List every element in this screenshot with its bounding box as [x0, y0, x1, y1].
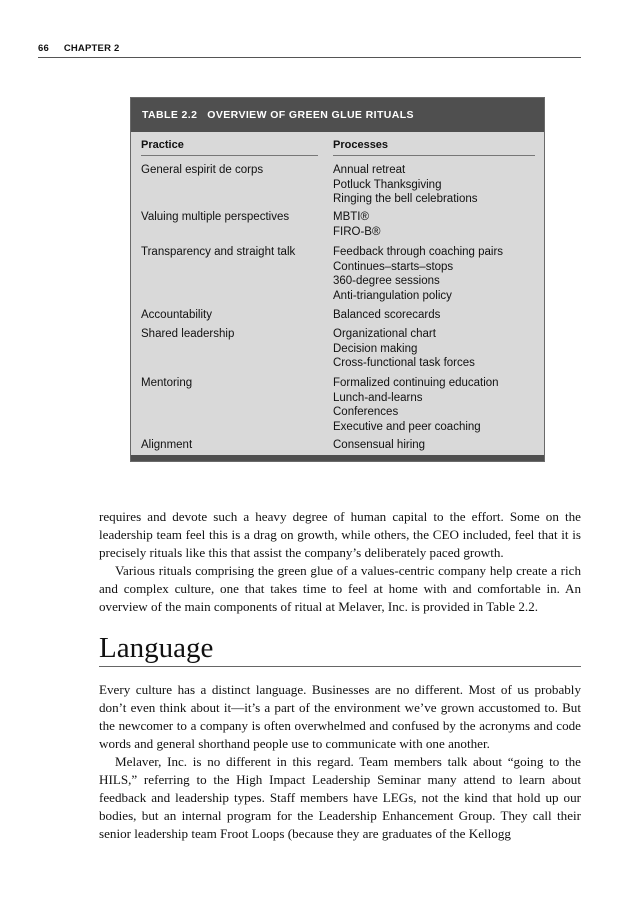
- paragraph: Every culture has a distinct language. Businesses are no different. Most of us probably don’t even think about it—it’s a part of the environment we’ve grown accustomed to. But the newcomer to a company is often overwhelmed and confused by the acronyms and code words and general shorthand people use to communicate with one another.: [99, 682, 581, 751]
- practice-cell: Valuing multiple perspectives: [141, 211, 290, 223]
- process-item: Continues–starts–stops: [333, 260, 454, 273]
- processes-cell: [333, 163, 477, 207]
- process-item: Decision making: [333, 342, 418, 355]
- process-item: Formalized continuing education: [333, 377, 499, 389]
- process-item: Lunch-and-learns: [333, 391, 423, 404]
- process-item: Anti-triangulation policy: [333, 290, 452, 303]
- practice-cell: Transparency and straight talk: [141, 246, 296, 258]
- process-item: Potluck Thanksgiving: [333, 178, 442, 191]
- processes-cell: [333, 327, 475, 371]
- practice-cell: Shared leadership: [141, 328, 235, 340]
- chapter-label: CHAPTER 2: [63, 43, 120, 54]
- process-item: Annual retreat: [333, 164, 406, 176]
- section-heading: Language: [99, 630, 581, 667]
- column-header-practice: Practice: [141, 139, 318, 156]
- column-header-processes: Processes: [333, 139, 535, 156]
- process-item: Feedback through coaching pairs: [333, 246, 504, 258]
- process-item: Conferences: [333, 406, 399, 419]
- ritual-table: [130, 97, 545, 462]
- process-item: Organizational chart: [333, 328, 436, 340]
- practice-cell: Accountability: [141, 309, 212, 321]
- process-item: 360-degree sessions: [333, 275, 440, 288]
- practice-cell: General espirit de corps: [141, 164, 264, 176]
- processes-cell: [333, 376, 499, 435]
- table-bottom-rule: [131, 455, 544, 461]
- body-text-bottom: [99, 681, 581, 843]
- process-item: MBTI®: [333, 211, 369, 223]
- paragraph: Various rituals comprising the green glue of a values-centric company help create a rich and complex culture, one that takes time to feel at home with and comfortable in. An overview of the main components of ritual at Melaver, Inc. is provided in Table 2.2.: [99, 563, 581, 614]
- process-item: FIRO-B®: [333, 225, 381, 238]
- process-item: Consensual hiring: [333, 439, 426, 451]
- paragraph: requires and devote such a heavy degree of human capital to the effort. Some on the leadership team feel this is a drag on growth, while others, the CEO included, feel that it is precisely rituals like this that assist the company’s deliberately paced growth.: [99, 509, 581, 560]
- practice-cell: Alignment: [141, 439, 193, 451]
- running-head: [38, 43, 581, 58]
- paragraph: Melaver, Inc. is no different in this regard. Team members talk about “going to the HILS,” referring to the High Impact Leadership Seminar many attend to learn about feedback and leadership types. Staff members have LEGs, not the kind that hold up our bodies, but an internal program for the Leadership Enhancement Group. They call their senior leadership team Froot Loops (because they are graduates of the Kellogg: [99, 754, 581, 841]
- process-item: Balanced scorecards: [333, 309, 441, 321]
- body-text-top: [99, 508, 581, 616]
- processes-cell: [333, 308, 440, 323]
- processes-cell: [333, 210, 380, 239]
- process-item: Cross-functional task forces: [333, 357, 475, 370]
- processes-cell: [333, 245, 503, 304]
- process-item: Executive and peer coaching: [333, 421, 481, 434]
- table-title: TABLE 2.2 OVERVIEW OF GREEN GLUE RITUALS: [131, 98, 544, 132]
- page-number: 66: [38, 43, 49, 54]
- practice-cell: Mentoring: [141, 377, 193, 389]
- processes-cell: [333, 438, 425, 453]
- process-item: Ringing the bell celebrations: [333, 193, 478, 206]
